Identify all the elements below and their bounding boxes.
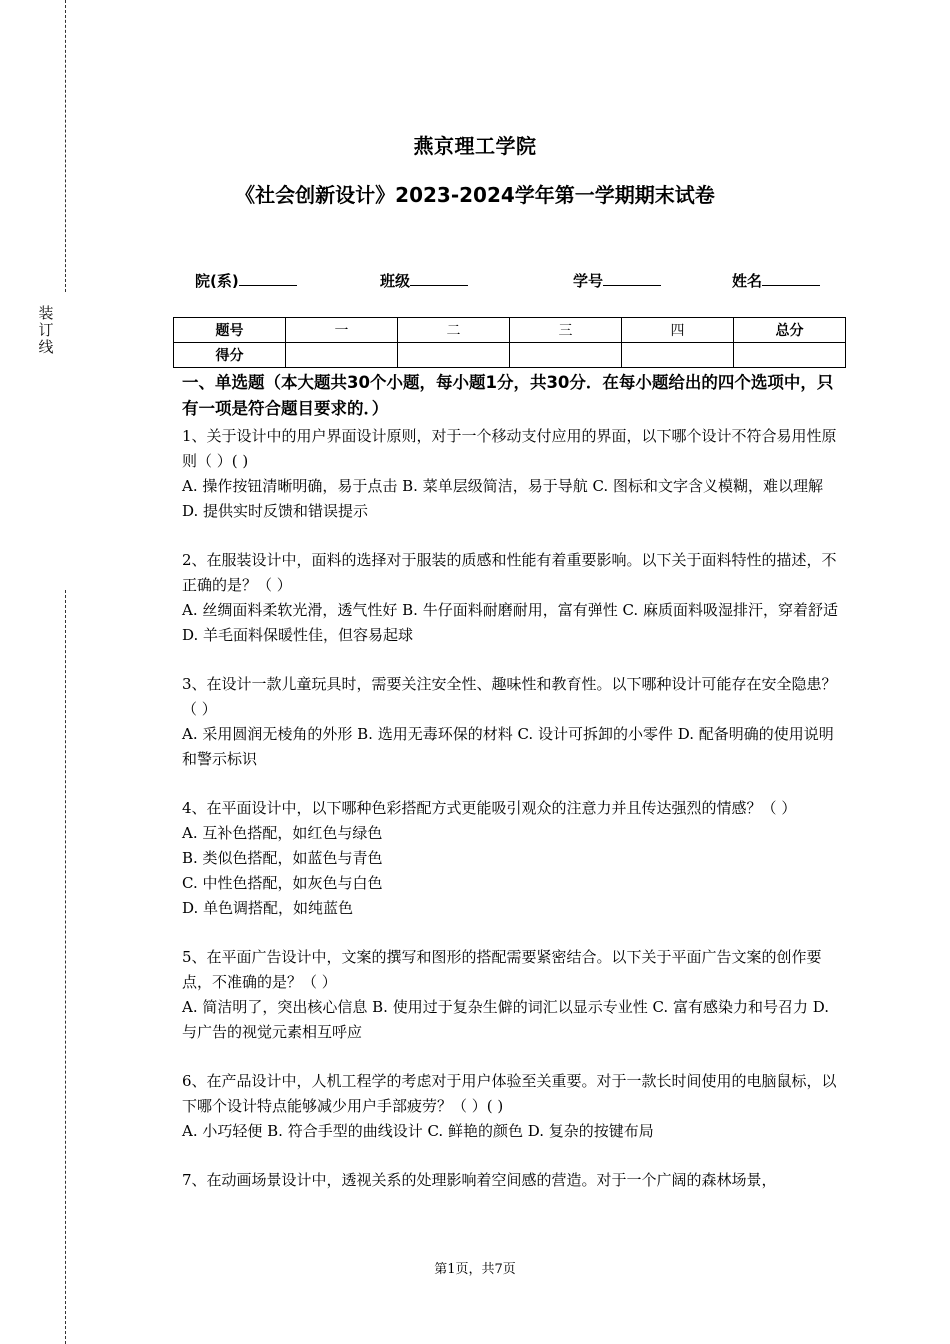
name-blank[interactable] (762, 271, 820, 286)
column-header: 四 (622, 318, 734, 343)
dept-blank[interactable] (239, 271, 297, 286)
question-options: A. 操作按钮清晰明确，易于点击 B. 菜单层级简洁，易于导航 C. 图标和文字含义模糊，难以理解 D. 提供实时反馈和错误提示 (182, 477, 823, 520)
question-stem: 7、在动画场景设计中，透视关系的处理影响着空间感的营造。对于一个广阔的森林场景， (182, 1171, 777, 1189)
binding-label (36, 305, 56, 356)
question-option: D. 单色调搭配，如纯蓝色 (182, 899, 354, 917)
question-item (182, 548, 842, 648)
class-label: 班级 (380, 272, 411, 290)
binding-char: 装 (38, 304, 54, 322)
question-stem: 2、在服装设计中，面料的选择对于服装的质感和性能有着重要影响。以下关于面料特性的描述，不正确的是？（ ） (182, 551, 837, 594)
student-info-row (0, 270, 950, 294)
question-number-label: 题号 (174, 318, 286, 343)
score-cell[interactable] (286, 343, 398, 368)
class-blank[interactable] (410, 271, 468, 286)
section-heading: 一、单选题（本大题共30个小题，每小题1分，共30分．在每小题给出的四个选项中，只有一项是符合题目要求的．） (182, 373, 834, 418)
name-field[interactable] (732, 270, 820, 291)
class-field[interactable] (380, 270, 468, 291)
score-label: 得分 (174, 343, 286, 368)
exam-content (182, 370, 842, 1217)
student-id-field[interactable] (573, 270, 661, 291)
question-options: A. 简洁明了，突出核心信息 B. 使用过于复杂生僻的词汇以显示专业性 C. 富有感染力和号召力 D. 与广告的视觉元素相互呼应 (182, 998, 829, 1041)
question-stem: 6、在产品设计中，人机工程学的考虑对于用户体验至关重要。对于一款长时间使用的电脑鼠标，以下哪个设计特点能够减少用户手部疲劳？（ ）( ) (182, 1072, 837, 1115)
question-item (182, 1168, 842, 1193)
question-options: A. 丝绸面料柔软光滑，透气性好 B. 牛仔面料耐磨耐用，富有弹性 C. 麻质面料吸湿排汗，穿着舒适 D. 羊毛面料保暖性佳，但容易起球 (182, 601, 838, 644)
dept-field[interactable] (195, 270, 297, 291)
question-item (182, 424, 842, 524)
score-table (173, 317, 846, 368)
column-header-total: 总分 (734, 318, 846, 343)
question-options: A. 小巧轻便 B. 符合手型的曲线设计 C. 鲜艳的颜色 D. 复杂的按键布局 (182, 1122, 654, 1140)
question-stem: 5、在平面广告设计中，文案的撰写和图形的搭配需要紧密结合。以下关于平面广告文案的创作要点，不准确的是？（ ） (182, 948, 822, 991)
question-item (182, 1069, 842, 1144)
school-title: 燕京理工学院 (413, 134, 537, 158)
score-cell-total[interactable] (734, 343, 846, 368)
name-label: 姓名 (732, 272, 763, 290)
column-header: 一 (286, 318, 398, 343)
question-option: B. 类似色搭配，如蓝色与青色 (182, 849, 383, 867)
column-header: 三 (510, 318, 622, 343)
question-stem: 1、关于设计中的用户界面设计原则，对于一个移动支付应用的界面，以下哪个设计不符合易用性原则（ ）( ) (182, 427, 837, 470)
binding-dashed-line-bottom (65, 590, 66, 1344)
score-cell[interactable] (510, 343, 622, 368)
binding-char: 订 (38, 321, 54, 339)
column-header: 二 (398, 318, 510, 343)
question-option: C. 中性色搭配，如灰色与白色 (182, 874, 383, 892)
question-item (182, 945, 842, 1045)
student-id-label: 学号 (573, 272, 604, 290)
score-table-header-row (174, 318, 846, 343)
question-item (182, 672, 842, 772)
score-cell[interactable] (398, 343, 510, 368)
student-id-blank[interactable] (603, 271, 661, 286)
exam-title: 《社会创新设计》2023-2024学年第一学期期末试卷 (235, 183, 715, 207)
question-options: A. 采用圆润无棱角的外形 B. 选用无毒环保的材料 C. 设计可拆卸的小零件 D. 配备明确的使用说明和警示标识 (182, 725, 834, 768)
page-footer: 第1页，共7页 (434, 1262, 516, 1277)
score-cell[interactable] (622, 343, 734, 368)
question-item (182, 796, 842, 921)
score-table-score-row (174, 343, 846, 368)
question-stem: 4、在平面设计中，以下哪种色彩搭配方式更能吸引观众的注意力并且传达强烈的情感？（ ） (182, 799, 797, 817)
question-option: A. 互补色搭配，如红色与绿色 (182, 824, 383, 842)
question-stem: 3、在设计一款儿童玩具时，需要关注安全性、趣味性和教育性。以下哪种设计可能存在安全隐患？（ ） (182, 675, 837, 718)
dept-label: 院(系) (195, 272, 239, 290)
binding-char: 线 (38, 338, 54, 356)
